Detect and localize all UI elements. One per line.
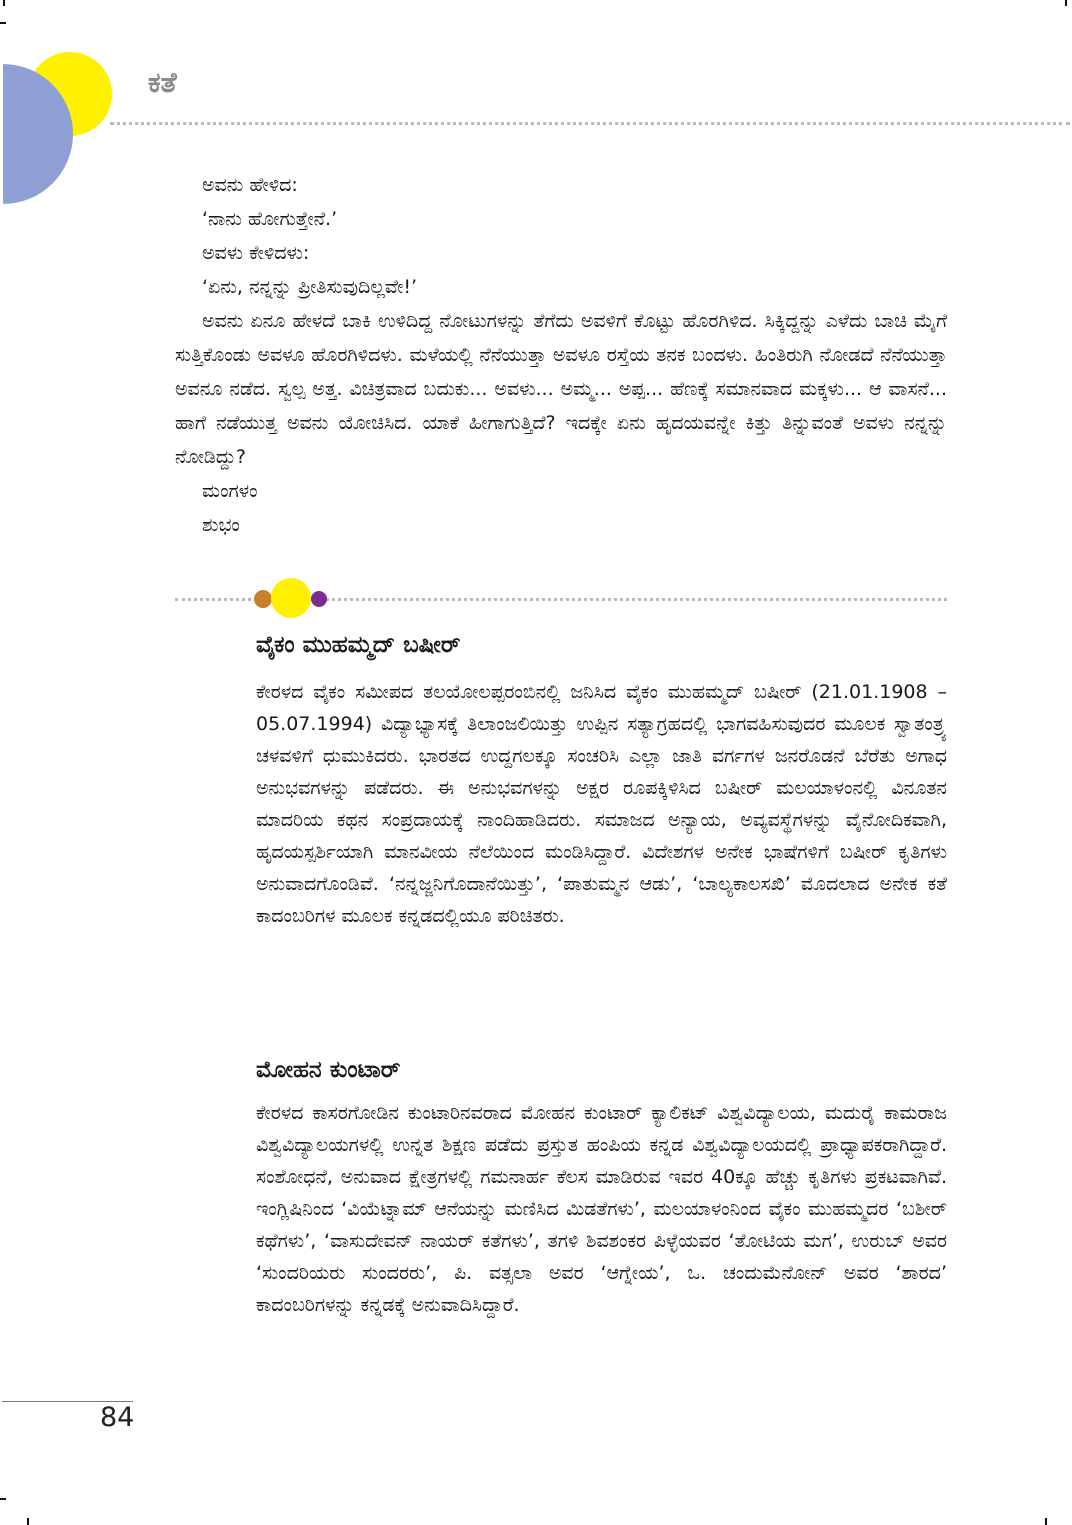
divider-dots-decoration [250,575,330,625]
crop-mark [1065,0,1067,6]
translator-bio: ಕೇರಳದ ಕಾಸರಗೋಡಿನ ಕುಂಟಾರಿನವರಾದ ಮೋಹನ ಕುಂಟಾರ್ ಕ್ಯಾಲಿಕಟ್ ವಿಶ್ವವಿದ್ಯಾಲಯ, ಮದುರೈ ಕಾಮರಾಜ ವಿಶ್ವವಿದ್ಯಾಲಯಗಳಲ್ಲಿ ಉನ್ನತ ಶಿಕ್ಷಣ ಪಡೆದು ಪ್ರಸ್ತುತ ಹಂಪಿಯ ಕನ್ನಡ ವಿಶ್ವವಿದ್ಯಾಲಯದಲ್ಲಿ ಪ್ರಾಧ್ಯಾಪಕರಾಗಿದ್ದಾರೆ. ಸಂಶೋಧನೆ, ಅನುವಾದ ಕ್ಷೇತ್ರಗಳಲ್ಲಿ ಗಮನಾರ್ಹ ಕೆಲಸ ಮಾಡಿರುವ ಇವರ 40ಕ್ಕೂ ಹೆಚ್ಚು ಕೃತಿಗಳು ಪ್ರಕಟವಾಗಿವೆ. ಇಂಗ್ಲಿಷಿನಿಂದ ‘ವಿಯೆಟ್ನಾಮ್ ಆನೆಯನ್ನು ಮಣಿಸಿದ ಮಿಡತೆಗಳು’, ಮಲಯಾಳಂನಿಂದ ವೈಕಂ ಮುಹಮ್ಮದರ ‘ಬಶೀರ್ ಕಥೆಗಳು’, ‘ವಾಸುದೇವನ್ ನಾಯರ್ ಕತೆಗಳು’, ತಗಳಿ ಶಿವಶಂಕರ ಪಿಳ್ಳೆಯವರ ‘ತೋಟಿಯ ಮಗ’, ಉರುಬ್ ಅವರ ‘ಸುಂದರಿಯರು ಸುಂದರರು’, ಪಿ. ವತ್ಸಲಾ ಅವರ ‘ಆಗ್ನೇಯ’, ಒ. ಚಂದುಮೆನೋನ್ ಅವರ ‘ಶಾರದ’ ಕಾದಂಬರಿಗಳನ್ನು ಕನ್ನಡಕ್ಕೆ ಅನುವಾದಿಸಿದ್ದಾರೆ. [256,1102,947,1316]
story-line: ಅವನು ಹೇಳಿದ: [202,174,298,196]
story-line: ‘ಏನು, ನನ್ನನ್ನು ಪ್ರೀತಿಸುವುದಿಲ್ಲವೇ!’ [202,276,417,298]
crop-mark [27,1518,29,1525]
header-dotted-rule [110,122,1070,125]
story-paragraph: ಅವನು ಏನೂ ಹೇಳದೆ ಬಾಕಿ ಉಳಿದಿದ್ದ ನೋಟುಗಳನ್ನು ತೆಗೆದು ಅವಳಿಗೆ ಕೊಟ್ಟು ಹೊರಗಿಳಿದ. ಸಿಕ್ಕಿದ್ದನ್ನು ಎಳೆದು ಬಾಚಿ ಮೈಗೆ ಸುತ್ತಿಕೊಂಡು ಅವಳೂ ಹೊರಗಿಳಿದಳು. ಮಳೆಯಲ್ಲಿ ನೆನೆಯುತ್ತಾ ಅವಳೂ ರಸ್ತೆಯ ತನಕ ಬಂದಳು. ಹಿಂತಿರುಗಿ ನೋಡದೆ ನೆನೆಯುತ್ತಾ ಅವನೂ ನಡೆದ. ಸ್ವಲ್ಪ ಅತ್ತ. ವಿಚಿತ್ರವಾದ ಬದುಕು... ಅವಳು... ಅಮ್ಮ... ಅಪ್ಪ... ಹೆಣಕ್ಕೆ ಸಮಾನವಾದ ಮಕ್ಕಳು... ಆ ವಾಸನೆ... ಹಾಗೆ ನಡೆಯುತ್ತ ಅವನು ಯೋಚಿಸಿದ. ಯಾಕೆ ಹೀಗಾಗುತ್ತಿದೆ? ಇದಕ್ಕೇ ಏನು ಹೃದಯವನ್ನೇ ಕಿತ್ತು ತಿನ್ನುವಂತೆ ಅವಳು ನನ್ನನ್ನು ನೋಡಿದ್ದು? [175,310,947,468]
story-closing: ಶುಭಂ [202,514,240,536]
section-title: ಕತೆ [148,66,177,99]
story-line: ಅವಳು ಕೇಳಿದಳು: [202,242,310,264]
author-name: ವೈಕಂ ಮುಹಮ್ಮದ್ ಬಷೀರ್ [256,632,461,658]
header-circles-decoration [0,0,130,215]
story-closing: ಮಂಗಳಂ [202,480,258,502]
story-text [175,168,947,542]
translator-name: ಮೋಹನ ಕುಂಟಾರ್ [256,1057,401,1083]
story-line: ‘ನಾನು ಹೋಗುತ್ತೇನೆ.’ [202,208,338,230]
page-number: 84 [100,1402,135,1433]
author-bio: ಕೇರಳದ ವೈಕಂ ಸಮೀಪದ ತಲಯೋಲಪ್ಪರಂಬಿನಲ್ಲಿ ಜನಿಸಿದ ವೈಕಂ ಮುಹಮ್ಮದ್ ಬಷೀರ್ (21.01.1908 – 05.07.1994) ವಿದ್ಯಾಭ್ಯಾಸಕ್ಕೆ ತಿಲಾಂಜಲಿಯಿತ್ತು ಉಪ್ಪಿನ ಸತ್ಯಾಗ್ರಹದಲ್ಲಿ ಭಾಗವಹಿಸುವುದರ ಮೂಲಕ ಸ್ವಾತಂತ್ರ್ಯ ಚಳವಳಿಗೆ ಧುಮುಕಿದರು. ಭಾರತದ ಉದ್ದಗಲಕ್ಕೂ ಸಂಚರಿಸಿ ಎಲ್ಲಾ ಜಾತಿ ವರ್ಗಗಳ ಜನರೊಡನೆ ಬೆರೆತು ಅಗಾಧ ಅನುಭವಗಳನ್ನು ಪಡೆದರು. ಈ ಅನುಭವಗಳನ್ನು ಅಕ್ಷರ ರೂಪಕ್ಕಿಳಿಸಿದ ಬಷೀರ್ ಮಲಯಾಳಂನಲ್ಲಿ ವಿನೂತನ ಮಾದರಿಯ ಕಥನ ಸಂಪ್ರದಾಯಕ್ಕೆ ನಾಂದಿಹಾಡಿದರು. ಸಮಾಜದ ಅನ್ಯಾಯ, ಅವ್ಯವಸ್ಥೆಗಳನ್ನು ವೈನೋದಿಕವಾಗಿ, ಹೃದಯಸ್ಪರ್ಶಿಯಾಗಿ ಮಾನವೀಯ ನೆಲೆಯಿಂದ ಮಂಡಿಸಿದ್ದಾರೆ. ವಿದೇಶಗಳ ಅನೇಕ ಭಾಷೆಗಳಿಗೆ ಬಷೀರ್ ಕೃತಿಗಳು ಅನುವಾದಗೊಂಡಿವೆ. ‘ನನ್ನಜ್ಜನಿಗೊದಾನೆಯಿತ್ತು’, ‘ಪಾತುಮ್ಮನ ಆಡು’, ‘ಬಾಲ್ಯಕಾಲಸಖಿ’ ಮೊದಲಾದ ಅನೇಕ ಕತೆ ಕಾದಂಬರಿಗಳ ಮೂಲಕ ಕನ್ನಡದಲ್ಲಿಯೂ ಪರಿಚಿತರು. [256,681,947,927]
crop-mark [1045,1518,1047,1525]
crop-mark [0,1498,6,1500]
